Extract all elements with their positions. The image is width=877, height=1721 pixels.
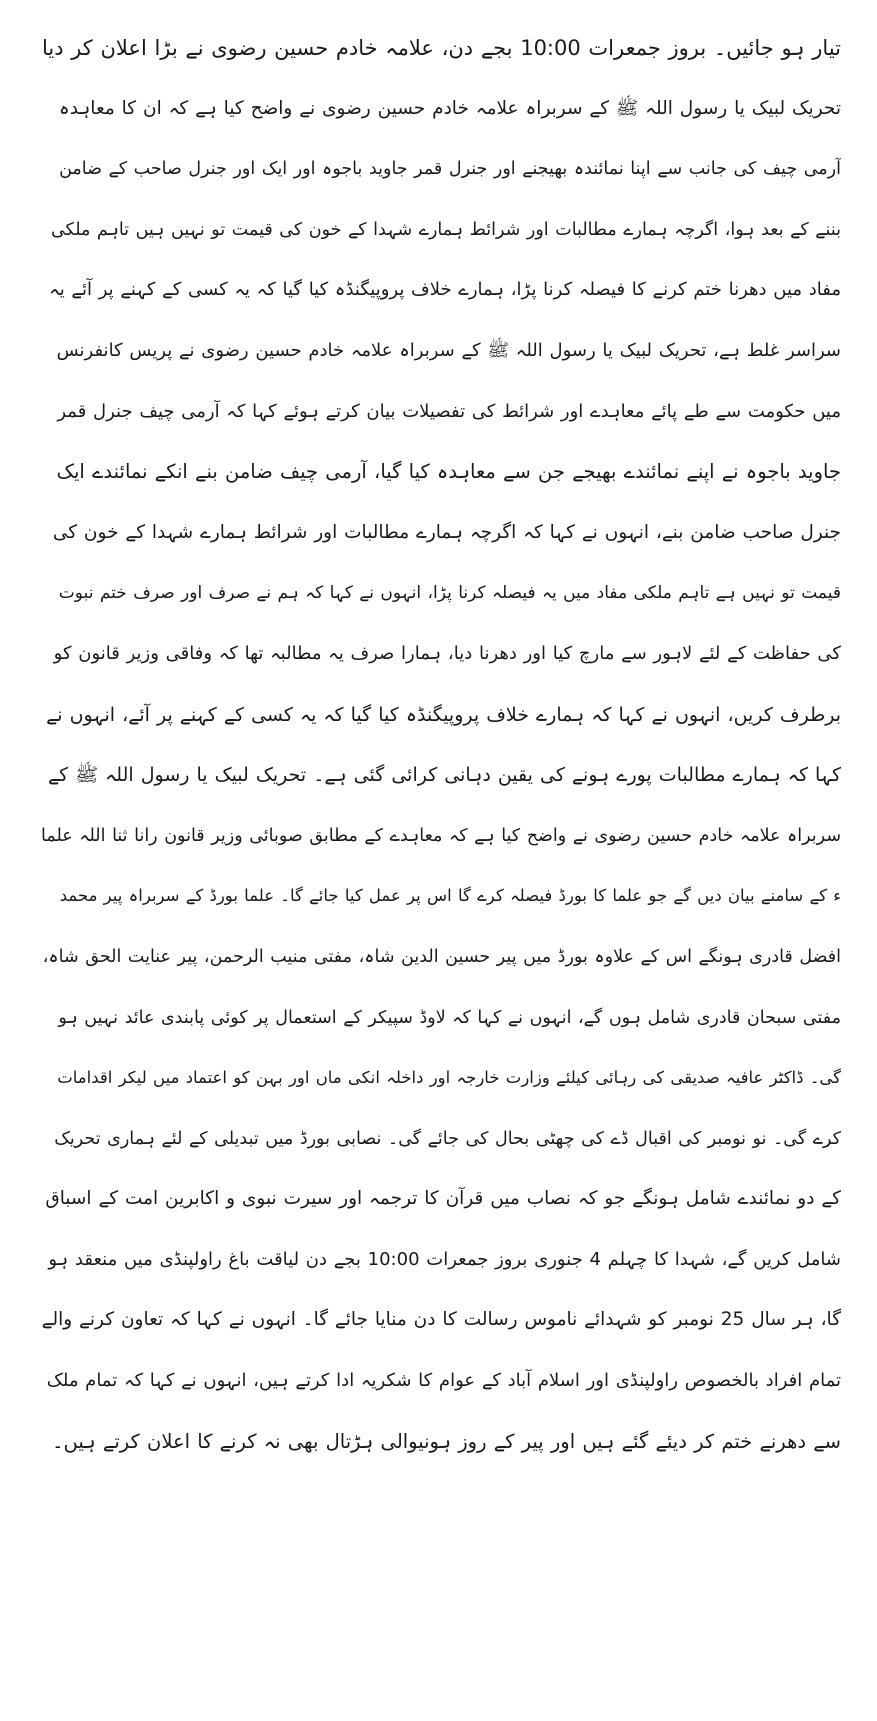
article-line: تیار ہو جائیں۔ بروز جمعرات 10:00 بجے دن، علامہ خادم حسین رضوی نے بڑا اعلان کر دیا: [41, 36, 841, 60]
article-line: جنرل صاحب ضامن بنے، انہوں نے کہا کہ اگرچہ ہمارے مطالبات اور شرائط ہمارے شہدا کے خون کی: [52, 521, 841, 543]
article-line: جاوید باجوہ نے اپنے نمائندے بھیجے جن سے معاہدہ کیا گیا، آرمی چیف ضامن بنے انکے نمائندے ایک: [56, 460, 841, 484]
article-line: آرمی چیف کی جانب سے اپنا نمائندہ بھیجنے اور جنرل قمر جاوید باجوہ اور ایک اور جنرل صاحب کے ضامن: [59, 159, 841, 180]
article-line: برطرف کریں، انہوں نے کہا کہ ہمارے خلاف پروپیگنڈہ کیا گیا کہ یہ کسی کے کہنے پر آئے، انہوں نے: [46, 703, 841, 726]
article-body: [40, 18, 841, 1472]
article-line: سربراہ علامہ خادم حسین رضوی نے واضح کیا ہے کہ معاہدے کے مطابق صوبائی وزیر قانون رانا ثنا اللہ علما: [41, 825, 841, 846]
article-line: سراسر غلط ہے، تحریک لبیک یا رسول اللہ ﷺ کے سربراہ علامہ خادم حسین رضوی نے پریس کانفرنس: [56, 339, 841, 361]
article-line: ء کے سامنے بیان دیں گے جو علما کا بورڈ فیصلہ کرے گا اس پر عمل کیا جائے گا۔ علما بورڈ کے سربراہ پیر محمد: [59, 886, 841, 906]
article-line: تحریک لبیک یا رسول اللہ ﷺ کے سربراہ علامہ خادم حسین رضوی نے واضح کیا ہے کہ ان کا معاہدہ: [58, 97, 841, 119]
article-line: گی۔ ڈاکٹر عافیہ صدیقی کی رہائی کیلئے وزارت خارجہ اور داخلہ انکی ماں اور بہن کو اعتماد میں لیکر اقدامات: [57, 1068, 841, 1088]
article-line: مفتی سبحان قادری شامل ہوں گے، انہوں نے کہا کہ لاوڈ سپیکر کے استعمال پر کوئی پابندی عائد نہیں ہو: [58, 1007, 841, 1028]
article-line: شامل کریں گے، شہدا کا چہلم 4 جنوری بروز جمعرات 10:00 بجے دن لیاقت باغ راولپنڈی میں منعقد ہو: [48, 1248, 841, 1270]
article-line: بننے کے بعد ہوا، اگرچہ ہمارے مطالبات اور شرائط ہمارے شہدا کے خون کی قیمت تو نہیں ہیں تاہم ملکی: [50, 219, 841, 240]
article-line: کہا کہ ہمارے مطالبات پورے ہونے کی یقین دہانی کرائی گئی ہے۔ تحریک لبیک یا رسول اللہ ﷺ کے: [47, 764, 841, 787]
article-line: مفاد میں دھرنا ختم کرنے کا فیصلہ کرنا پڑا، ہمارے خلاف پروپیگنڈہ کیا گیا کہ یہ کسی کے کہنے پر آئے یہ: [49, 279, 841, 301]
article-line: افضل قادری ہونگے اس کے علاوہ بورڈ میں پیر حسین الدین شاہ، مفتی منیب الرحمن، پیر عنایت الحق شاہ،: [42, 946, 841, 967]
article-line: کے دو نمائندے شامل ہونگے جو کہ نصاب میں قرآن کا ترجمہ اور سیرت نبوی و اکابرین امت کے اسباق: [45, 1188, 841, 1210]
article-line: کی حفاظت کے لئے لاہور سے مارچ کیا اور دھرنا دیا، ہمارا صرف یہ مطالبہ تھا کہ وفاقی وزیر قانون کو: [53, 642, 841, 664]
article-line: کرے گی۔ نو نومبر کی اقبال ڈے کی چھٹی بحال کی جائے گی۔ نصابی بورڈ میں تبدیلی کے لئے ہماری تحریک: [54, 1128, 841, 1149]
article-line: قیمت تو نہیں ہے تاہم ملکی مفاد میں یہ فیصلہ کرنا پڑا، انہوں نے کہا کہ ہم نے صرف اور صرف ختم نبوت: [58, 583, 841, 604]
article-line: سے دھرنے ختم کر دیئے گئے ہیں اور پیر کے روز ہونیوالی ہڑتال بھی نہ کرنے کا اعلان کرتے ہیں۔: [52, 1429, 841, 1453]
article-line: گا، ہر سال 25 نومبر کو شہدائے ناموس رسالت کا دن منایا جائے گا۔ انہوں نے کہا کہ تعاون کرنے والے: [41, 1309, 841, 1331]
article-line: تمام افراد بالخصوص راولپنڈی اور اسلام آباد کے عوام کا شکریہ ادا کرتے ہیں، انہوں نے کہا کہ تمام ملک: [46, 1370, 841, 1392]
article-line: میں حکومت سے طے پائے معاہدے اور شرائط کی تفصیلات بیان کرتے ہوئے کہا کہ آرمی چیف جنرل قمر: [57, 400, 841, 422]
